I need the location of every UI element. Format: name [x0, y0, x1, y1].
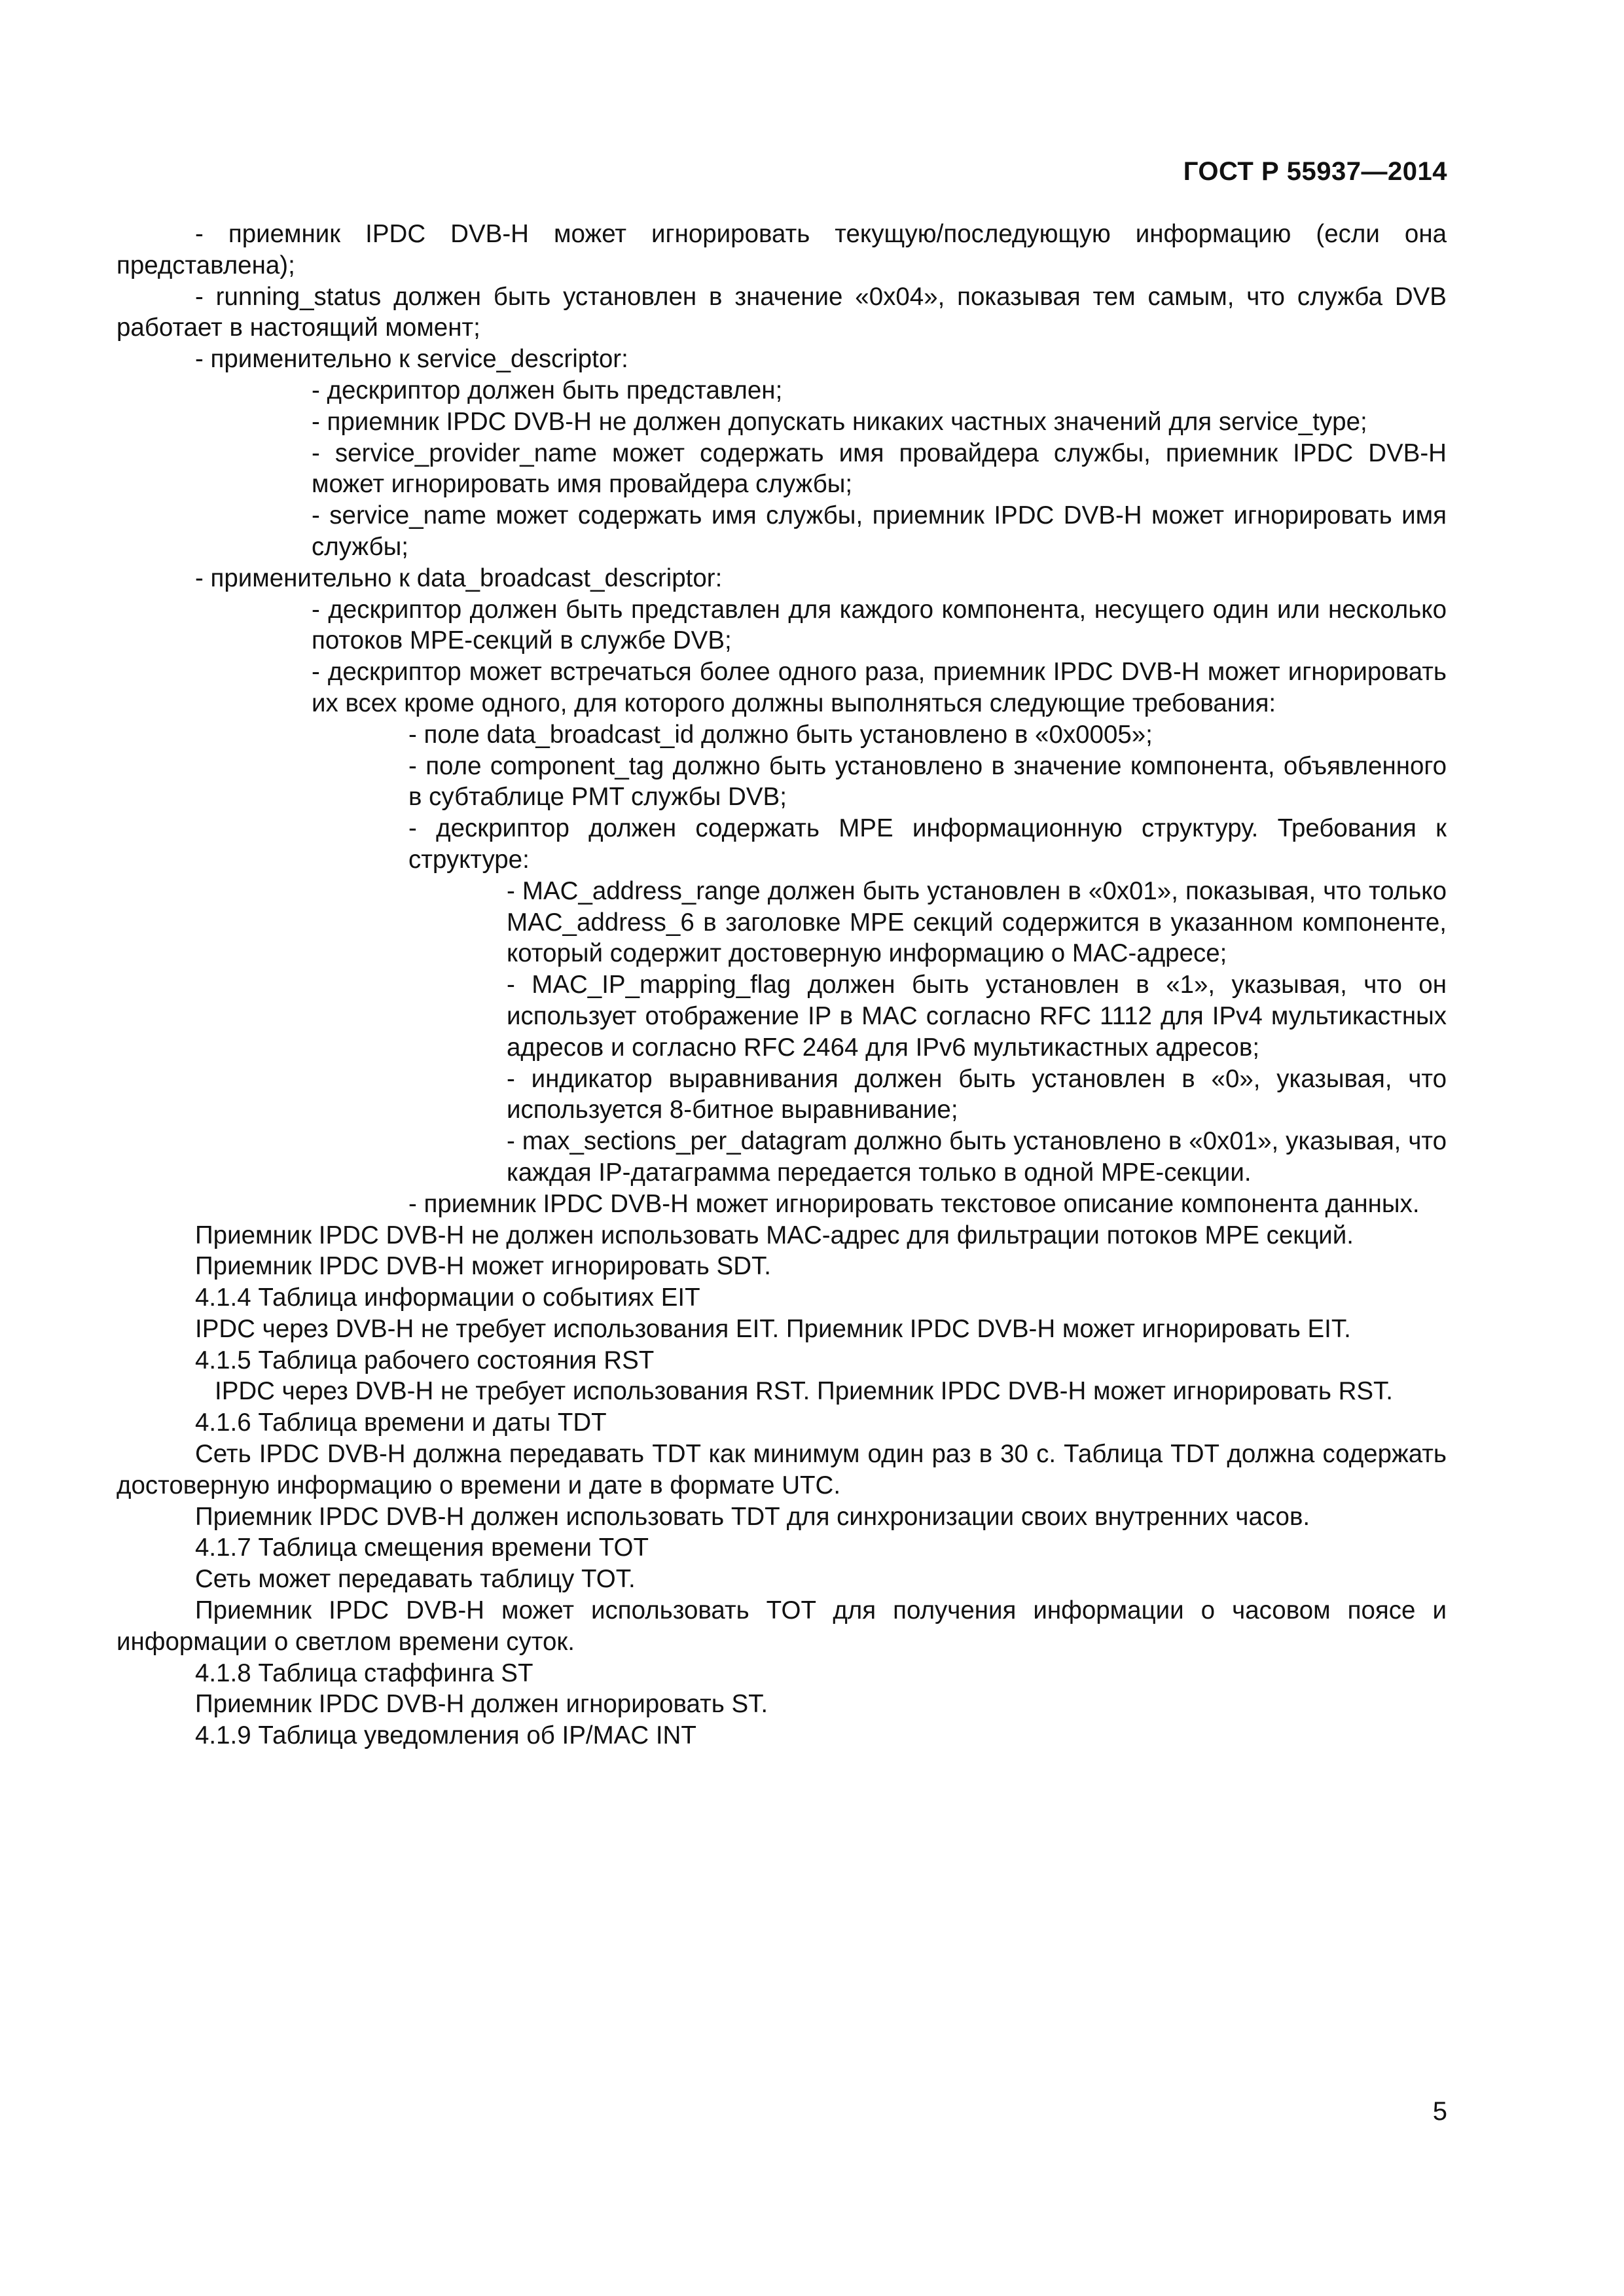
list-item: - дескриптор должен быть представлен;	[312, 376, 783, 404]
document-header: ГОСТ Р 55937—2014	[1183, 157, 1447, 186]
section-heading: 4.1.7 Таблица смещения времени TOT	[195, 1534, 649, 1562]
paragraph: Приемник IPDC DVB-H должен игнорировать ST.	[195, 1690, 768, 1719]
list-item: - дескриптор может встречаться более одного раза, приемник IPDC DVB-H может игнорировать их всех кроме одного, для которого должны выполняться следующие требования:	[312, 658, 1447, 717]
paragraph: Приемник IPDC DVB-H должен использовать TDT для синхронизации своих внутренних часов.	[195, 1502, 1310, 1531]
section-heading: 4.1.9 Таблица уведомления об IP/MAC INT	[195, 1721, 696, 1750]
paragraph: - приемник IPDC DVB-H может игнорировать текущую/последующую информацию (если она представлена);	[117, 220, 1447, 279]
list-item: - MAC_address_range должен быть установлен в «0x01», показывая, что только MAC_address_6 в заголовке MPE секций содержится в указанном компоненте, который содержит достоверную информацию о MAC-адресе;	[507, 876, 1447, 968]
paragraph: - применительно к data_broadcast_descriptor:	[195, 564, 723, 592]
paragraph: Приемник IPDC DVB-H не должен использовать MAC-адрес для фильтрации потоков MPE секций.	[195, 1221, 1354, 1249]
list-item: - индикатор выравнивания должен быть установлен в «0», указывая, что используется 8-битное выравнивание;	[507, 1064, 1447, 1124]
paragraph: Приемник IPDC DVB-H может игнорировать SDT.	[195, 1252, 771, 1281]
list-item: - max_sections_per_datagram должно быть установлено в «0x01», указывая, что каждая IP-датаграмма передается только в одной MPE-секции.	[507, 1127, 1447, 1187]
list-item: - дескриптор должен содержать MPE информационную структуру. Требования к структуре:	[408, 814, 1447, 874]
paragraph: - применительно к service_descriptor:	[195, 345, 628, 374]
list-item: - дескриптор должен быть представлен для каждого компонента, несущего один или несколько потоков MPE-секций в службе DVB;	[312, 595, 1447, 655]
list-item: - service_provider_name может содержать имя провайдера службы, приемник IPDC DVB-H может игнорировать имя провайдера службы;	[312, 439, 1447, 499]
list-item: - поле component_tag должно быть установлено в значение компонента, объявленного в субтаблице PMT службы DVB;	[408, 751, 1447, 812]
paragraph: Сеть IPDC DVB-H должна передавать TDT как минимум один раз в 30 с. Таблица TDT должна содержать достоверную информацию о времени и дате в формате UTC.	[117, 1440, 1447, 1499]
section-heading: 4.1.4 Таблица информации о событиях EIT	[195, 1283, 700, 1312]
section-heading: 4.1.6 Таблица времени и даты TDT	[195, 1408, 607, 1437]
paragraph: Приемник IPDC DVB-H может использовать TOT для получения информации о часовом поясе и информации о светлом времени суток.	[117, 1596, 1447, 1656]
paragraph: IPDC через DVB-H не требует использования RST. Приемник IPDC DVB-H может игнорировать RST.	[215, 1377, 1394, 1406]
paragraph: IPDC через DVB-H не требует использования EIT. Приемник IPDC DVB-H может игнорировать EIT.	[195, 1314, 1351, 1343]
paragraph: Сеть может передавать таблицу TOT.	[195, 1565, 636, 1594]
section-heading: 4.1.5 Таблица рабочего состояния RST	[195, 1346, 655, 1374]
list-item: - поле data_broadcast_id должно быть установлено в «0x0005»;	[408, 720, 1153, 749]
page-number: 5	[1432, 2097, 1447, 2126]
list-item: - service_name может содержать имя службы, приемник IPDC DVB-H может игнорировать имя службы;	[312, 501, 1447, 561]
document-body	[117, 219, 1447, 1751]
section-heading: 4.1.8 Таблица стаффинга ST	[195, 1659, 533, 1687]
list-item: - приемник IPDC DVB-H не должен допускать никаких частных значений для service_type;	[312, 407, 1367, 436]
list-item: - MAC_IP_mapping_flag должен быть установлен в «1», указывая, что он использует отображение IP в MAC согласно RFC 1112 для IPv4 мультикастных адресов и согласно RFC 2464 для IPv6 мультикастных адресов;	[507, 971, 1447, 1062]
paragraph: - running_status должен быть установлен в значение «0x04», показывая тем самым, что служба DVB работает в настоящий момент;	[117, 282, 1447, 342]
list-item: - приемник IPDC DVB-H может игнорировать текстовое описание компонента данных.	[408, 1189, 1420, 1218]
